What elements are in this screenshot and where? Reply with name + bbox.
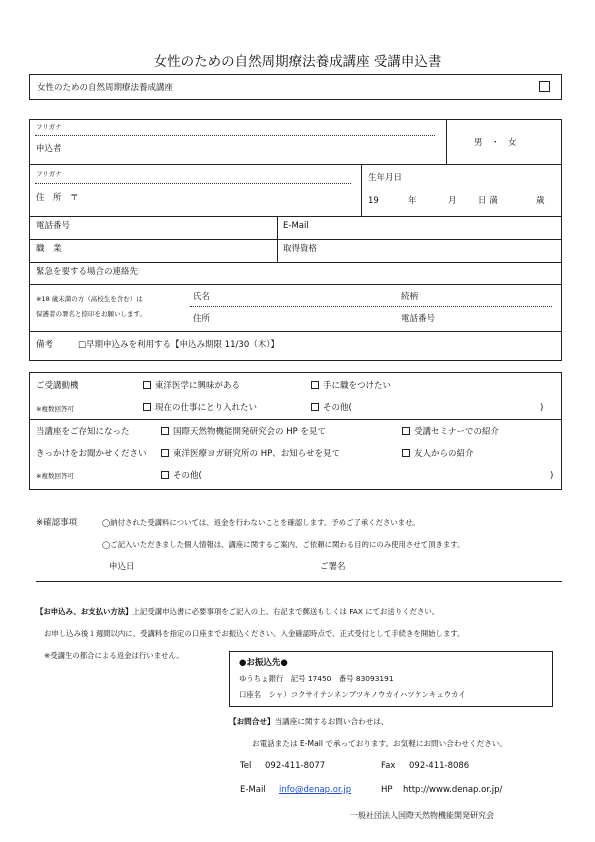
bank-line-2: 口座名 シャ）コクサイテンネンブツキノウカイハツケンキュウカイ (239, 690, 466, 699)
course-checkbox[interactable] (539, 81, 550, 92)
bank-line-1: ゆうちょ銀行 記号 17450 番号 83093191 (239, 674, 394, 683)
payment-line-3: ※受講生の都合による返金は行いません。 (44, 651, 184, 660)
hp-label: HP (381, 785, 393, 795)
fax-value: 092-411-8086 (409, 761, 470, 771)
birth-year-label: 年 (408, 196, 417, 206)
birth-month-label: 月 (448, 196, 457, 206)
confirm-label: ※確認事項 (36, 518, 78, 528)
motivation-close-paren: ) (540, 403, 544, 413)
source-option-3: 東洋医療ヨガ研究所の HP、お知らせを見て (173, 449, 340, 459)
payment-line-1 (36, 608, 439, 615)
source-checkbox-5[interactable] (161, 471, 169, 479)
source-option-4: 友人からの紹介 (414, 449, 474, 459)
contact-line-2: お電話または E-Mail で承っております。お気軽にお問い合わせください。 (252, 739, 507, 748)
motivation-checkbox-4[interactable] (311, 403, 319, 411)
qualification-label: 取得資格 (283, 244, 318, 254)
motivation-option-3: 現在の仕事にとり入れたい (155, 403, 258, 413)
furigana-label: フリガナ (36, 123, 62, 131)
early-application-option[interactable]: □早期申込みを利用する【申込み期限 11/30（木）】 (78, 340, 279, 350)
guardian-phone-label: 電話番号 (401, 314, 436, 324)
bank-title: ●お振込先● (239, 658, 288, 668)
motivation-note: ※複数回答可 (36, 405, 74, 413)
guardian-address-label: 住所 (193, 314, 211, 324)
source-close-paren: ) (550, 471, 554, 481)
email-contact-label: E-Mail (240, 785, 266, 795)
payment-head: 【お申込み、お支払い方法】 (36, 607, 133, 616)
source-option-1: 国際天然物機能開発研究会の HP を見て (173, 427, 326, 437)
source-checkbox-4[interactable] (402, 449, 410, 457)
gender-select[interactable]: 男 ・ 女 (474, 138, 517, 148)
guardian-name-label: 氏名 (193, 292, 211, 302)
organization-name: 一般社団法人国際天然物機能開発研究会 (350, 811, 494, 820)
signature-label: ご署名 (320, 562, 346, 572)
address-field[interactable] (95, 186, 350, 210)
confirm-item-2: ◯ご記入いただきました個人情報は、講座に関するご案内、ご依頼に関わる目的にのみ使用させて頂きます。 (102, 540, 465, 549)
phone-label: 電話番号 (36, 221, 71, 231)
motivation-label: ご受講動機 (36, 381, 79, 391)
source-option-5: その他( (173, 471, 202, 481)
contact-head: 【お問合せ】 (229, 717, 275, 726)
contact-body: 当講座に関するお問い合わせは、 (274, 717, 389, 726)
fax-label: Fax (381, 761, 396, 771)
source-note: ※複数回答可 (36, 472, 74, 480)
tel-value: 092-411-8077 (265, 761, 326, 771)
tel-label: Tel (240, 761, 252, 771)
contact-line-1 (229, 718, 388, 726)
course-name: 女性のための自然周期療法養成講座 (37, 83, 174, 93)
application-date-label: 申込日 (109, 562, 135, 572)
payment-line-2: お申し込み後１週間以内に、受講料を指定の口座までお振込ください。入金確認時点で、正式受付として手続きを開始します。 (44, 629, 465, 638)
source-checkbox-2[interactable] (402, 427, 410, 435)
applicant-name-field[interactable] (80, 138, 440, 160)
occupation-label: 職 業 (36, 244, 62, 254)
signature-field[interactable] (365, 558, 555, 578)
guardian-note-2: 保護者の署名と捺印をお願いします。 (36, 310, 146, 318)
source-checkbox-3[interactable] (161, 449, 169, 457)
motivation-checkbox-1[interactable] (143, 381, 151, 389)
guardian-relation-label: 続柄 (401, 292, 419, 302)
motivation-checkbox-3[interactable] (143, 403, 151, 411)
birthdate-label: 生年月日 (368, 173, 403, 183)
motivation-other-field[interactable] (360, 400, 535, 414)
source-checkbox-1[interactable] (161, 427, 169, 435)
source-label-2: きっかけをお聞かせください (36, 449, 147, 459)
hp-link[interactable]: http://www.denap.or.jp/ (403, 785, 503, 795)
application-date-field[interactable] (150, 558, 290, 578)
source-label-1: 当講座をご存知になった (36, 427, 130, 437)
email-link[interactable]: info@denap.or.jp (279, 785, 352, 795)
payment-body: 上記受講申込書に必要事項をご記入の上、右記まで郵送もしくは FAX にてお送りください。 (132, 607, 440, 616)
guardian-note-1: ※18 歳未満の方（高校生を含む）は (36, 295, 143, 303)
age-label: 歳 (536, 196, 545, 206)
furigana-label-2: フリガナ (36, 170, 62, 178)
motivation-checkbox-2[interactable] (311, 381, 319, 389)
emergency-contact-label: 緊急を要する場合の連絡先 (36, 267, 139, 277)
confirm-item-1: ◯納付された受講料については、返金を行わないことを確認します。予めご了承くださいませ。 (102, 518, 420, 527)
source-other-field[interactable] (215, 468, 545, 482)
address-label: 住 所 〒 (36, 193, 79, 203)
page-title: 女性のための自然周期療法養成講座 受講申込書 (153, 54, 442, 70)
birth-day-label: 日 満 (478, 196, 498, 206)
motivation-option-4: その他( (323, 403, 352, 413)
email-label: E-Mail (283, 221, 309, 231)
motivation-option-2: 手に職をつけたい (323, 381, 392, 391)
remarks-label: 備考 (36, 340, 54, 350)
applicant-name-label: 申込者 (36, 144, 62, 154)
birth-century: 19 (368, 196, 379, 206)
source-option-2: 受講セミナーでの紹介 (414, 427, 500, 437)
motivation-option-1: 東洋医学に興味がある (155, 381, 241, 391)
